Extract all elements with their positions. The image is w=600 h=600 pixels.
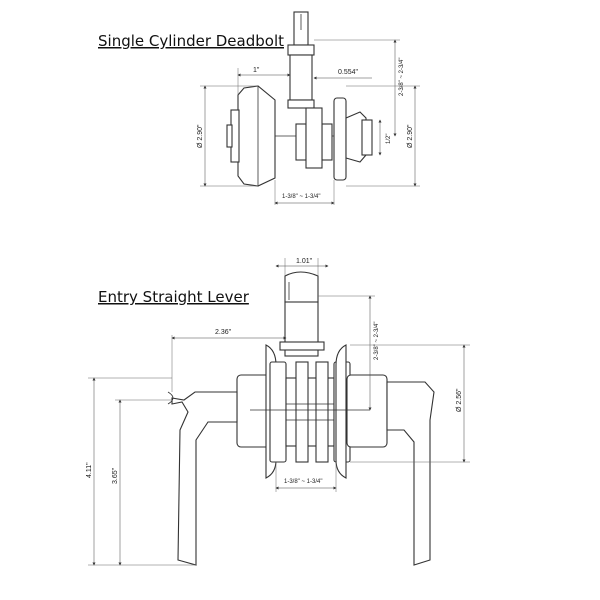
- dim-text-deadbolt-door: 1-3/8" ~ 1-3/4": [282, 194, 321, 200]
- dim-lever-handle-height: [112, 400, 172, 565]
- lever-right-handle: [387, 382, 434, 565]
- dim-text-deadbolt-backset: 2-3/8" ~ 2-3/4": [399, 57, 405, 96]
- dim-lever-door: [276, 462, 336, 492]
- deadbolt-exterior-cylinder: [227, 86, 275, 186]
- deadbolt-bolt: [288, 12, 314, 108]
- dim-text-projection: 2.36": [215, 329, 232, 336]
- dim-text-1in: 1": [253, 67, 260, 74]
- lever-drawing: [86, 258, 470, 565]
- deadbolt-drawing: [98, 12, 420, 205]
- dim-text-dia-right: Ø 2.90": [407, 124, 414, 148]
- dim-text-half: 1/2": [386, 133, 392, 144]
- lever-left-rose: [237, 345, 286, 478]
- dim-deadbolt-door: [275, 180, 334, 205]
- deadbolt-title: Single Cylinder Deadbolt: [98, 32, 284, 50]
- dim-text-dia-left: Ø 2.90": [197, 124, 204, 148]
- dim-text-lever-backset: 2-3/8" ~ 2-3/4": [374, 321, 380, 360]
- dim-text-rose-dia: Ø 2.56": [456, 388, 463, 412]
- dim-deadbolt-half: [380, 120, 392, 155]
- dim-text-total-height: 4.11": [86, 462, 93, 478]
- lever-latch: [280, 272, 324, 356]
- dim-text-latch-width: 1.01": [296, 258, 313, 265]
- lever-title: Entry Straight Lever: [98, 288, 249, 306]
- dim-text-0554: 0.554": [338, 69, 359, 76]
- lever-left-handle: [168, 392, 237, 565]
- dim-text-handle-height: 3.65": [112, 467, 119, 484]
- deadbolt-thumbturn: [334, 98, 372, 180]
- dim-text-lever-door: 1-3/8" ~ 1-3/4": [284, 479, 323, 485]
- lever-right-rose: [334, 345, 387, 478]
- dim-deadbolt-0554: [314, 69, 372, 78]
